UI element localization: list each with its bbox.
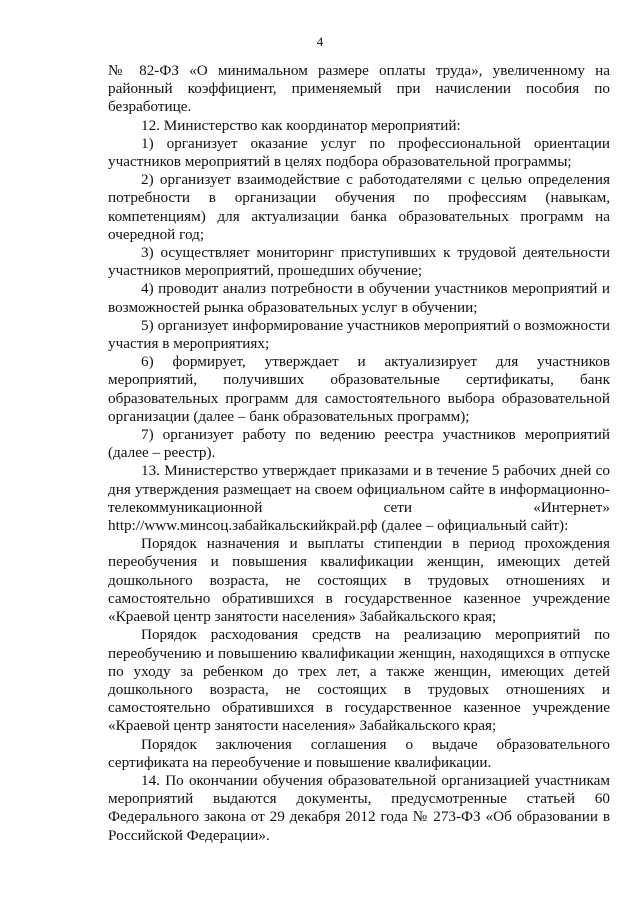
list-item: 5) организует информирование участников мероприятий о возможности участия в мероприятиях; xyxy=(108,316,610,353)
paragraph: 13. Министерство утверждает приказами и в течение 5 рабочих дней со дня утверждения размещает на своем официальном сайте в информационно-телекоммуникационной сети «Интернет» http://www.минсоц.забайкальскийкрай.рф (далее – официальный сайт): xyxy=(108,462,610,535)
paragraph: Порядок расходования средств на реализацию мероприятий по переобучению и повышению квалификации женщин, находящихся в отпуске по уходу за ребенком до трех лет, а также женщин, имеющих детей дошкольного возраста, не состоящих в трудовых отношениях и самостоятельно обратившихся в государственное казенное учреждение «Краевой центр занятости населения» Забайкальского края; xyxy=(108,626,610,735)
list-item: 2) организует взаимодействие с работодателями с целью определения потребности в организации обучения по профессиям (навыкам, компетенциям) для актуализации банка образовательных программ на очередной год; xyxy=(108,171,610,243)
paragraph: 12. Министерство как координатор мероприятий: xyxy=(141,116,461,134)
paragraph: 14. По окончании обучения образовательной организацией участникам мероприятий выдаются документы, предусмотренные статьей 60 Федерального закона от 29 декабря 2012 года № 273-ФЗ «Об образовании в Российской Федерации». xyxy=(108,771,610,844)
list-item: 7) организует работу по ведению реестра участников мероприятий (далее – реестр). xyxy=(108,426,610,462)
paragraph: Порядок назначения и выплаты стипендии в период прохождения переобучения и повышения квалификации женщин, имеющих детей дошкольного возраста, не состоящих в трудовых отношениях и самостоятельно обратившихся в государственное казенное учреждение «Краевой центр занятости населения» Забайкальского края; xyxy=(108,535,610,626)
page-number: 4 xyxy=(316,34,324,49)
list-item: 3) осуществляет мониторинг приступивших к трудовой деятельности участников мероприятий, прошедших обучение; xyxy=(108,244,610,280)
list-item: 1) организует оказание услуг по профессиональной ориентации участников мероприятий в целях подбора образовательной программы; xyxy=(108,134,610,171)
paragraph: Порядок заключения соглашения о выдаче образовательного сертификата на переобучение и повышение квалификации. xyxy=(108,735,610,771)
list-item: 6) формирует, утверждает и актуализирует для участников мероприятий, получивших образовательные сертификаты, банк образовательных программ для самостоятельного выбора образовательной организации (далее – банк образовательных программ); xyxy=(108,353,610,425)
list-item: 4) проводит анализ потребности в обучении участников мероприятий и возможностей рынка образовательных услуг в обучении; xyxy=(108,280,610,316)
paragraph: № 82-ФЗ «О минимальном размере оплаты труда», увеличенному на районный коэффициент, применяемый при начислении пособия по безработице. xyxy=(108,62,610,116)
document-body xyxy=(108,62,610,845)
